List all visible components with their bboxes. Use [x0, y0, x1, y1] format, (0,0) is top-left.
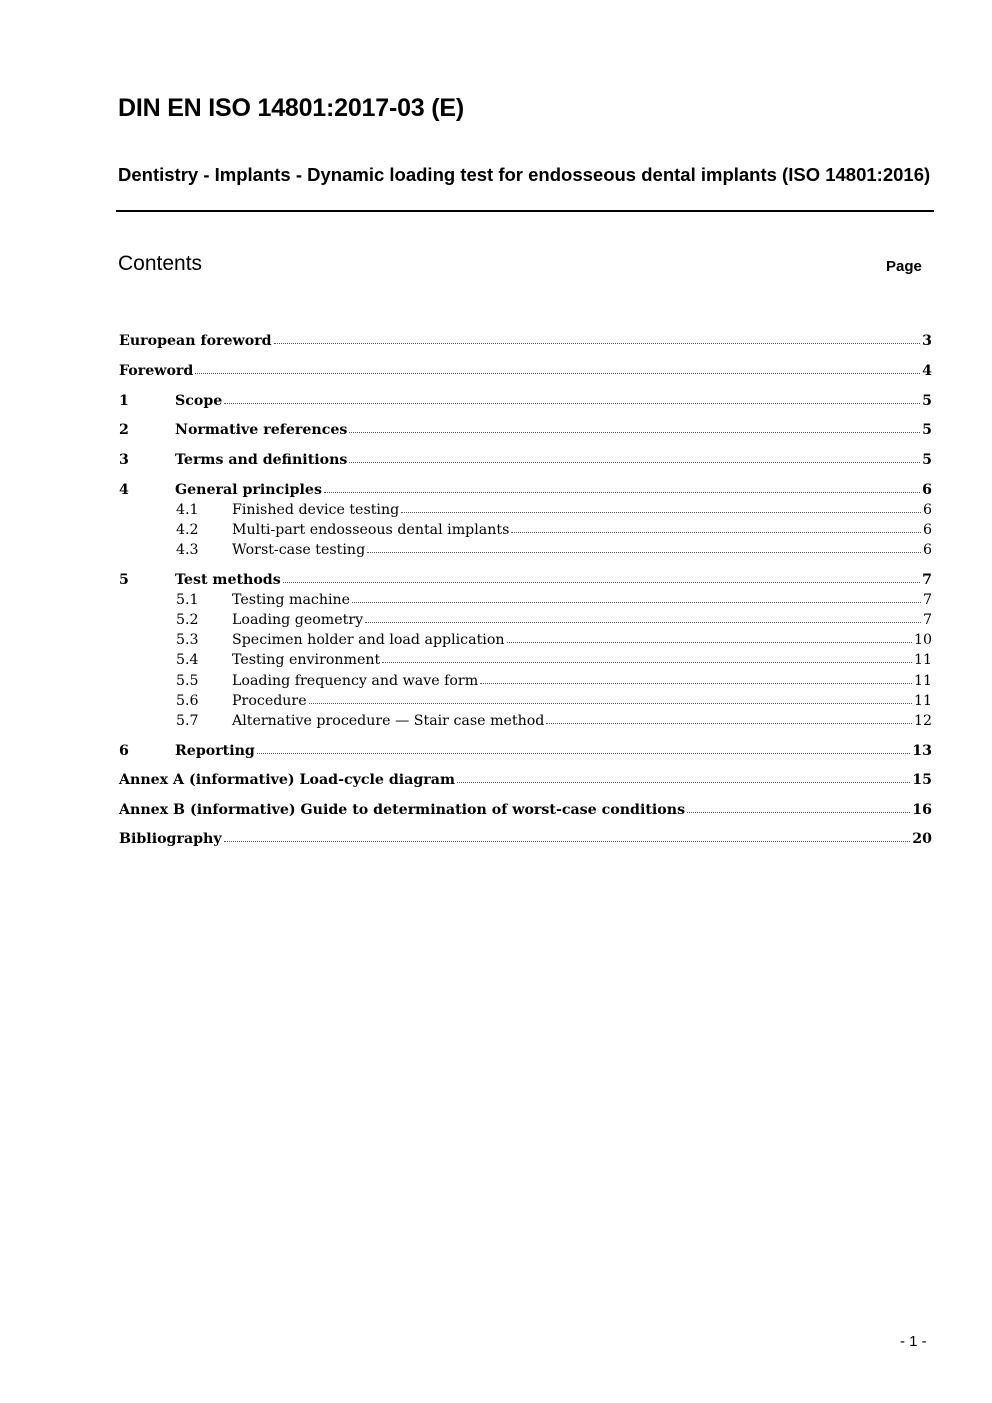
toc-number: 4.2: [176, 522, 199, 538]
toc-label: Alternative procedure — Stair case method: [232, 713, 545, 729]
toc-page: 20: [912, 831, 932, 847]
toc-label: General principles: [175, 482, 322, 498]
dot-leader: [257, 753, 910, 754]
toc-entry-4-3[interactable]: [119, 538, 932, 558]
dot-leader: [480, 683, 912, 684]
toc-entry-5-1[interactable]: [119, 588, 932, 608]
dot-leader: [224, 403, 920, 404]
toc-entry-5-5[interactable]: [119, 669, 932, 689]
toc-entry-normative-references[interactable]: [119, 418, 932, 438]
toc-label: Worst-case testing: [232, 542, 366, 558]
toc-number: 5.3: [176, 632, 199, 648]
toc-label: Loading geometry: [232, 612, 364, 628]
toc-number: 4: [119, 482, 129, 498]
page-column-heading: Page: [886, 258, 922, 275]
toc-label: Testing environment: [232, 652, 381, 668]
toc-label: Testing machine: [232, 592, 351, 608]
toc-page: 11: [913, 652, 932, 668]
toc-entry-foreword[interactable]: [119, 359, 932, 379]
toc-page: 7: [922, 572, 932, 588]
toc-entry-bibliography[interactable]: [119, 827, 932, 847]
toc-label: Terms and definitions: [175, 452, 348, 468]
toc-label: Bibliography: [119, 831, 222, 847]
dot-leader: [382, 662, 912, 663]
toc-entry-5-6[interactable]: [119, 689, 932, 709]
toc-number: 1: [119, 393, 129, 409]
dot-leader: [457, 782, 910, 783]
toc-entry-scope[interactable]: [119, 389, 932, 409]
toc-label: Scope: [175, 393, 223, 409]
dot-leader: [324, 492, 920, 493]
dot-leader: [283, 582, 920, 583]
toc-page: 4: [922, 363, 932, 379]
toc-label: Normative references: [175, 422, 348, 438]
toc-label: Reporting: [175, 743, 255, 759]
toc-label: Specimen holder and load application: [232, 632, 505, 648]
toc-label: Multi-part endosseous dental implants: [232, 522, 510, 538]
dot-leader: [195, 373, 920, 374]
toc-number: 4.1: [176, 502, 199, 518]
toc-entry-terms-and-definitions[interactable]: [119, 448, 932, 468]
dot-leader: [546, 723, 912, 724]
toc-number: 5.5: [176, 673, 199, 689]
dot-leader: [309, 703, 912, 704]
toc-page: 11: [913, 673, 932, 689]
document-id: DIN EN ISO 14801:2017-03 (E): [118, 94, 464, 122]
dot-leader: [511, 532, 921, 533]
toc-page: 13: [912, 743, 932, 759]
toc-page: 5: [922, 422, 932, 438]
toc-entry-5-4[interactable]: [119, 648, 932, 668]
toc-label: Foreword: [119, 363, 194, 379]
toc-entry-annex-b[interactable]: [119, 798, 932, 818]
dot-leader: [224, 841, 911, 842]
title-divider: [116, 210, 934, 212]
toc-label: European foreword: [119, 333, 272, 349]
toc-label: Test methods: [175, 572, 281, 588]
dot-leader: [367, 552, 921, 553]
toc-page: 6: [922, 522, 932, 538]
dot-leader: [349, 432, 920, 433]
toc-page: 5: [922, 393, 932, 409]
toc-entry-test-methods[interactable]: [119, 568, 932, 588]
toc-page: 6: [922, 502, 932, 518]
toc-label: Finished device testing: [232, 502, 400, 518]
toc-entry-4-1[interactable]: [119, 498, 932, 518]
document-title: Dentistry - Implants - Dynamic loading test for endosseous dental implants (ISO 14801:2016): [118, 164, 931, 185]
toc-number: 2: [119, 422, 129, 438]
dot-leader: [274, 343, 921, 344]
toc-number: 4.3: [176, 542, 199, 558]
toc-number: 5: [119, 572, 129, 588]
toc-number: 5.2: [176, 612, 199, 628]
toc-page: 3: [922, 333, 932, 349]
toc-page: 7: [922, 592, 932, 608]
toc-page: 16: [912, 802, 932, 818]
dot-leader: [687, 812, 910, 813]
toc-page: 5: [922, 452, 932, 468]
toc-number: 3: [119, 452, 129, 468]
toc-number: 5.6: [176, 693, 199, 709]
toc-page: 7: [922, 612, 932, 628]
toc-entry-european-foreword[interactable]: [119, 329, 932, 349]
toc-entry-5-7[interactable]: [119, 709, 932, 729]
toc-label: Loading frequency and wave form: [232, 673, 479, 689]
page-number: - 1 -: [900, 1333, 927, 1350]
dot-leader: [507, 642, 912, 643]
toc-page: 15: [912, 772, 932, 788]
dot-leader: [349, 462, 920, 463]
dot-leader: [401, 512, 921, 513]
toc-label: Annex A (informative) Load-cycle diagram: [119, 772, 455, 788]
toc-entry-5-2[interactable]: [119, 608, 932, 628]
toc-entry-reporting[interactable]: [119, 739, 932, 759]
toc-page: 12: [913, 713, 932, 729]
toc-number: 5.4: [176, 652, 199, 668]
toc-page: 10: [913, 632, 932, 648]
toc-entry-general-principles[interactable]: [119, 478, 932, 498]
toc-label: Procedure: [232, 693, 307, 709]
dot-leader: [352, 602, 921, 603]
toc-page: 6: [922, 482, 932, 498]
toc-number: 5.7: [176, 713, 199, 729]
contents-heading: Contents: [118, 252, 203, 275]
toc-entry-4-2[interactable]: [119, 518, 932, 538]
toc-entry-annex-a[interactable]: [119, 768, 932, 788]
toc-page: 11: [913, 693, 932, 709]
toc-number: 6: [119, 743, 129, 759]
toc-number: 5.1: [176, 592, 199, 608]
toc-label: Annex B (informative) Guide to determination of worst-case conditions: [119, 802, 686, 818]
toc-page: 6: [922, 542, 932, 558]
toc-entry-5-3[interactable]: [119, 628, 932, 648]
dot-leader: [365, 622, 921, 623]
